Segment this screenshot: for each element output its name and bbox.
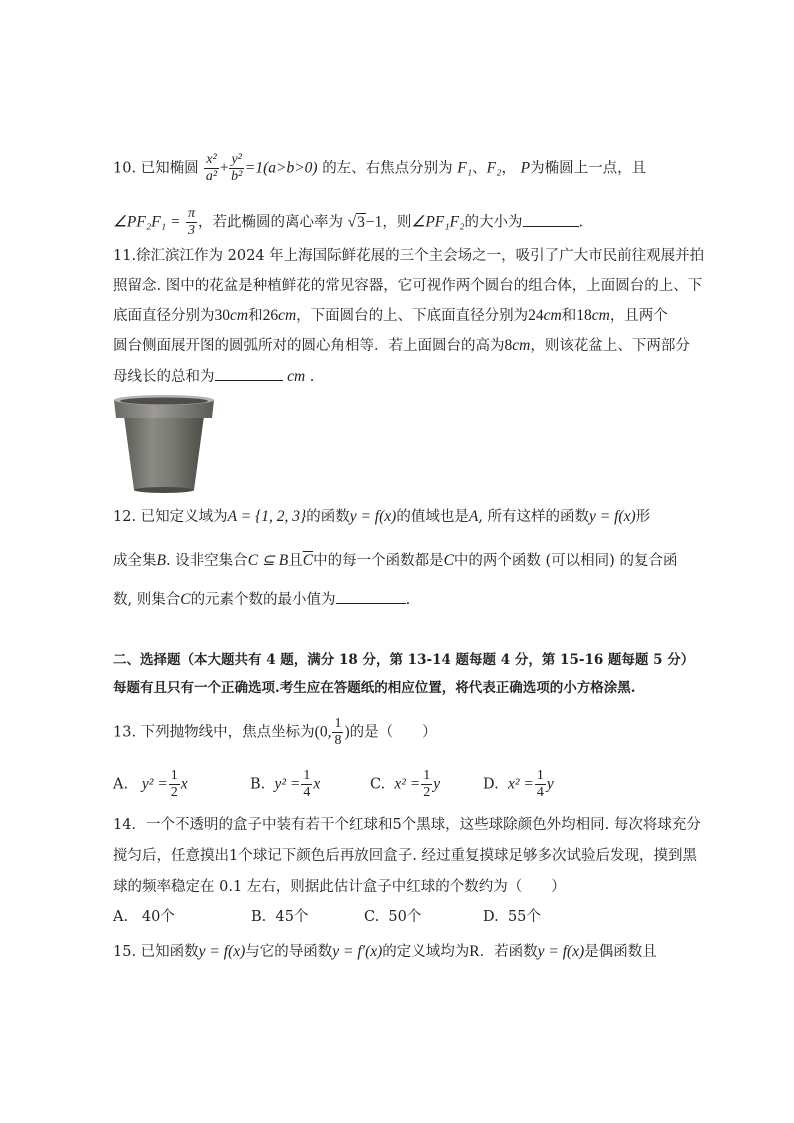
q11-line-4: 圆台侧面展开图的圆弧所对的圆心角相等．若上面圆台的高为8cm，则该花盆上、下两部分 [113,337,690,354]
sqrt-expression: √3−1 [347,213,383,231]
q14-option-c[interactable]: C. 50个 [364,909,422,925]
q11-line-5: 母线长的总和为 cm . [113,368,315,385]
q11-line-3: 底面直径分别为30cm和26cm，下面圆台的上、下底面直径分别为24cm和18cm，且两个 [113,307,668,324]
answer-blank [523,212,579,227]
q13-option-d[interactable]: D. x² = $\frac{1}{4}$ y [483,768,554,800]
q12-line-3: 数, 则集合C的元素个数的最小值为 . [113,591,411,608]
answer-blank [336,589,406,604]
section-2-description: 每题有且只有一个正确选项.考生应在答题纸的相应位置，将代表正确选项的小方格涂黑. [113,680,636,696]
q14-option-a[interactable]: A. 40个 [113,909,175,925]
q11-line-1: 11.徐汇滨江作为 2024 年上海国际鲜花展的三个主会场之一，吸引了广大市民前往观展并拍 [113,248,705,264]
q11-line-2: 照留念. 图中的花盆是种植鲜花的常见容器，它可视作两个圆台的组合体，上面圆台的上、下 [113,278,703,294]
q14-line-3: 球的频率稳定在 0.1 左右，则据此估计盒子中红球的个数约为（ ） [113,879,566,895]
q14-line-1: 14．一个不透明的盒子中装有若干个红球和5个黑球，这些球除颜色外均相同. 每次将球充分 [113,817,701,833]
q12-line-2: 成全集B. 设非空集合C ⊆ B且$\overline{C}$中的每一个函数都是C中的两个函数 (可以相同) 的复合函 [113,552,678,569]
q13-stem: 13. 下列抛物线中，焦点坐标为(0, $\frac{1}{8}$ )的是（ ） [113,716,437,748]
ellipse-x-fraction: $\frac{\text{x²}}{\text{a²}}$ [205,152,218,184]
section-2-title: 二、选择题（本大题共有 4 题，满分 18 分，第 13-14 题每题 4 分，第 15-16 题每题 5 分） [113,652,695,668]
flower-pot-image [112,394,216,494]
q12-line-1: 12. 已知定义域为A = {1, 2, 3}的函数y = f(x)的值域也是A, 所有这样的函数y = f(x)形 [113,508,651,525]
q13-option-b[interactable]: B. y² = $\frac{1}{4}$ x [250,768,321,800]
answer-blank [215,366,283,381]
pi-over-3-fraction: $\frac{\pi}{3}$ [188,206,196,238]
q14-line-2: 搅匀后，任意摸出1个球记下颜色后再放回盒子. 经过重复摸球足够多次试验后发现，摸到黑 [113,848,697,864]
focus-y-fraction: $\frac{1}{8}$ [334,716,342,748]
q10-line-2: ∠PF₂F₁ = $\frac{\pi}{3}$ ，若此椭圆的离心率为 √3−1，则∠PF₁F₂的大小为 . [113,206,584,238]
q13-option-a[interactable]: A. y² = $\frac{1}{2}$ x [113,768,188,800]
q15-line-1: 15. 已知函数y = f(x)与它的导函数y = f′(x)的定义域均为R．若函数y = f(x)是偶函数且 [113,943,657,960]
ellipse-y-fraction: $\frac{\text{y²}}{\text{b²}}$ [231,152,243,184]
q14-option-b[interactable]: B. 45个 [251,909,309,925]
q10-line-1: 10. 已知椭圆 $\frac{\text{x²}}{\text{a²}}$ + $\frac{\text{y²}}{\text{b²}}$ =1(a>b>0) 的左、右焦点分别为 F₁、F₂， P为椭圆上一点，且 [113,152,647,184]
q14-option-d[interactable]: D. 55个 [483,909,541,925]
q13-option-c[interactable]: C. x² = $\frac{1}{2}$ y [370,768,441,800]
